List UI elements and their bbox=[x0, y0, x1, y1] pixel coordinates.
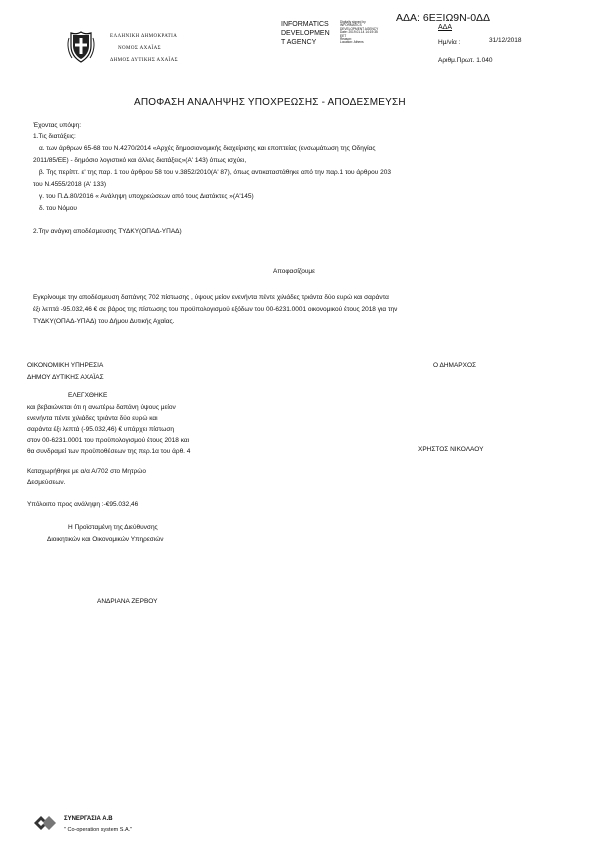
check-line1: και βεβαιώνεται ότι η ανωτέρω δαπάνη ύψους μείον bbox=[27, 404, 176, 411]
director-title-line2: Διοικητικών και Οικονομικών Υπηρεσιών bbox=[47, 536, 164, 543]
footer-company: ΣΥΝΕΡΓΑΣΙΑ Α.Β bbox=[64, 816, 113, 822]
provision-c: γ. του Π.Δ.80/2016 « Ανάληψη υποχρεώσεων από τους Διατάκτες »(Α'145) bbox=[39, 193, 254, 200]
provision-b-line2: του Ν.4555/2018 (Α' 133) bbox=[33, 181, 107, 188]
date-label: Ημ/νία : bbox=[438, 39, 461, 46]
check-line5: θα συνδραμεί των προϋποθέσεων της περ.1α του άρθ. 4 bbox=[27, 448, 191, 455]
footer-tagline: " Co-operation system S.A." bbox=[64, 827, 133, 833]
provision-a-line1: α. των άρθρων 65-68 του Ν.4270/2014 «Αρχές δημοσιονομικής διαχείρισης και εποπτείας (ενσωμάτωση της Οδηγίας bbox=[39, 145, 376, 152]
director-title-line1: Η Προϊσταμένη της Διεύθυνσης bbox=[68, 524, 158, 531]
provisions-heading: 1.Τις διατάξεις: bbox=[33, 133, 76, 140]
check-line4: στον 00-6231.0001 του προϋπολογισμού έτους 2018 και bbox=[27, 437, 190, 444]
provision-a-line2: 2011/85/ΕΕ) - δημόσιο λογιστικό και άλλες διατάξεις»(Α' 143) όπως ισχύει, bbox=[33, 157, 247, 164]
agency-name-line3: T AGENCY bbox=[281, 39, 317, 46]
registry-line2: Δεσμεύσεων. bbox=[27, 479, 66, 486]
finance-service-line2: ΔΗΜΟΥ ΔΥΤΙΚΗΣ ΑΧΑΪΑΣ bbox=[27, 374, 104, 381]
remaining-balance: Υπόλοιπο προς ανάληψη :-€95.032,46 bbox=[27, 501, 139, 508]
check-line2: ενενήντα πέντε χιλιάδες τριάντα δύο ευρώ και bbox=[27, 415, 158, 422]
ada-label: ΑΔΑ bbox=[438, 24, 453, 31]
provision-d: δ. του Νόμου bbox=[39, 205, 77, 212]
document-title: ΑΠΟΦΑΣΗ ΑΝΑΛΗΨΗΣ ΥΠΟΧΡΕΩΣΗΣ - ΑΠΟΔΕΣΜΕΥΣΗ bbox=[134, 97, 406, 108]
mayor-title: Ο ΔΗΜΑΡΧΟΣ bbox=[433, 362, 477, 369]
issuer-municipality: ΔΗΜΟΣ ΔΥΤΙΚΗΣ ΑΧΑΪΑΣ bbox=[110, 58, 178, 63]
company-logo-icon bbox=[30, 812, 58, 834]
provision-b-line1: β. Της περίπτ. ε' της παρ. 1 του άρθρου 58 του ν.3852/2010(Α' 87), όπως αντικαταστάθηκε από την παρ.1 του άρθρου 203 bbox=[39, 169, 391, 176]
need-for-release: 2.Την ανάγκη αποδέσμευσης ΤΥΔΚΥ(ΟΠΑΔ-ΥΠΑΔ) bbox=[33, 228, 182, 235]
issuer-country: ΕΛΛΗΝΙΚΗ ΔΗΜΟΚΡΑΤΙΑ bbox=[110, 34, 178, 39]
approval-line2: έξι λεπτά -95.032,46 € σε βάρος της πίστωσης του προϋπολογισμού εξόδων του 00-6231.0001 οικονομικού έτους 2018 για την bbox=[33, 306, 398, 313]
date-value: 31/12/2018 bbox=[489, 37, 522, 44]
greek-coat-of-arms-icon bbox=[66, 30, 96, 64]
considering-heading: Έχοντας υπόψη: bbox=[33, 122, 82, 129]
finance-service-line1: ΟΙΚΟΝΟΜΙΚΗ ΥΠΗΡΕΣΙΑ bbox=[27, 362, 104, 369]
checked-label: ΕΛΕΓΧΘΗΚΕ bbox=[68, 392, 108, 399]
issuer-prefecture: ΝΟΜΟΣ ΑΧΑΪΑΣ bbox=[118, 46, 161, 51]
approval-line3: ΤΥΔΚΥ(ΟΠΑΔ-ΥΠΑΔ) του Δήμου Δυτικής Αχαϊας. bbox=[33, 318, 175, 325]
director-name: ΑΝΔΡΙΑΝΑ ΖΕΡΒΟΥ bbox=[97, 598, 158, 605]
mayor-name: ΧΡΗΣΤΟΣ ΝΙΚΟΛΑΟΥ bbox=[418, 446, 484, 453]
check-line3: σαράντα έξι λεπτά (-95.032,46) € υπάρχει πίστωση bbox=[27, 426, 174, 433]
ada-code: ΑΔΑ: 6ΕΞΙΩ9Ν-0ΔΔ bbox=[396, 12, 491, 24]
agency-name-line2: DEVELOPMEN bbox=[281, 30, 330, 37]
registry-line1: Καταχωρήθηκε με α/α Α/702 στο Μητρώο bbox=[27, 468, 146, 475]
approval-line1: Εγκρίνουμε την αποδέσμευση δαπάνης 702 πίστωσης , ύψους μείον ενενήντα πέντε χιλιάδες τριάντα δύο ευρώ και σαράντα bbox=[33, 294, 389, 301]
agency-digital-signature-details: Digitally signed by INFORMATICS DEVELOPMENT AGENCY Date: 2019.01.14 14:19:35 EET Reason: Location: Athens bbox=[340, 20, 379, 45]
protocol-number: Αριθμ.Πρωτ. 1.040 bbox=[438, 57, 493, 64]
decision-heading: Αποφασίζουμε bbox=[273, 268, 316, 275]
agency-name-line1: INFORMATICS bbox=[281, 21, 329, 28]
